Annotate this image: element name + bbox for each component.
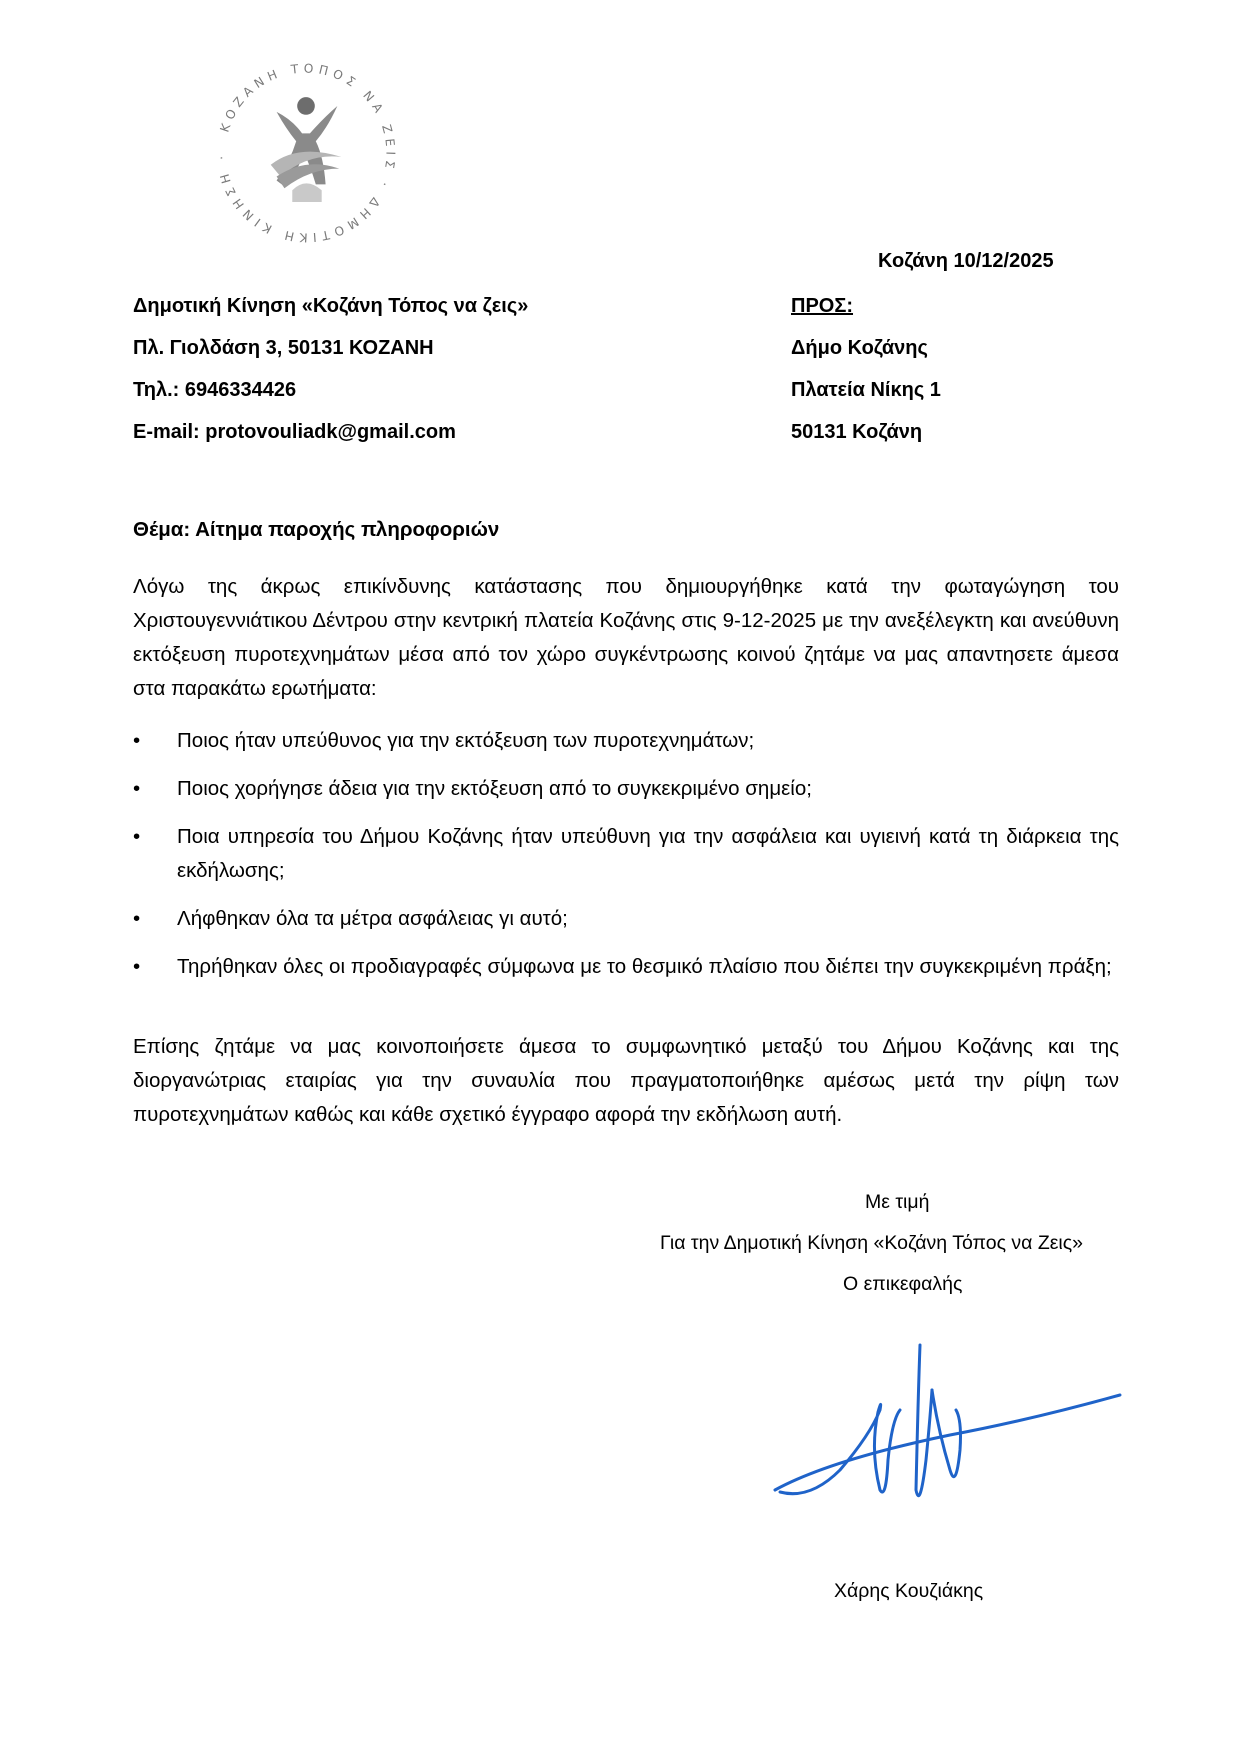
list-item bbox=[133, 902, 1119, 936]
list-item bbox=[133, 772, 1119, 806]
logo-ring-text: ΚΟΖΑΝΗ ΤΟΠΟΣ ΝΑ ΖΕΙΣ · ΔΗΜΟΤΙΚΗ ΚΙΝΗΣΗ · bbox=[214, 61, 398, 245]
bullet-icon: • bbox=[133, 907, 141, 930]
recipient-block bbox=[791, 293, 941, 461]
bullet-icon: • bbox=[133, 825, 141, 848]
salutation: Με τιμή bbox=[865, 1191, 930, 1213]
sender-phone: Τηλ.: 6946334426 bbox=[133, 379, 297, 401]
letter-date: Κοζάνη 10/12/2025 bbox=[878, 250, 1054, 272]
bullet-icon: • bbox=[133, 729, 141, 752]
question-text: Λήφθηκαν όλα τα μέτρα ασφάλειας γι αυτό; bbox=[177, 907, 568, 930]
questions-list bbox=[133, 724, 1119, 998]
recipient-label: ΠΡΟΣ: bbox=[791, 295, 854, 317]
sender-email: E-mail: protovouliadk@gmail.com bbox=[133, 421, 456, 443]
recipient-address: Πλατεία Νίκης 1 bbox=[791, 379, 941, 401]
bullet-icon: • bbox=[133, 955, 141, 978]
signatory-name: Χάρης Κουζιάκης bbox=[834, 1580, 984, 1602]
closing-paragraph: Επίσης ζητάμε να μας κοινοποιήσετε άμεσα το συμφωνητικό μεταξύ του Δήμου Κοζάνης και της διοργανώτριας εταιρίας για την συναυλία που πραγματοποιήθηκε αμέσως μετά την ρίψη των πυροτεχνημάτων καθώς και κάθε σχετικό έγγραφο αφορά την εκδήλωση αυτή. bbox=[133, 1035, 1119, 1126]
letter-subject: Θέμα: Αίτημα παροχής πληροφοριών bbox=[133, 518, 500, 541]
question-text: Ποιος χορήγησε άδεια για την εκτόξευση από το συγκεκριμένο σημείο; bbox=[177, 777, 812, 800]
list-item bbox=[133, 950, 1119, 984]
bullet-icon: • bbox=[133, 777, 141, 800]
on-behalf-line: Για την Δημοτική Κίνηση «Κοζάνη Τόπος να Ζεις» bbox=[660, 1232, 1084, 1254]
recipient-city: 50131 Κοζάνη bbox=[791, 421, 923, 443]
question-text: Ποια υπηρεσία του Δήμου Κοζάνης ήταν υπεύθυνη για την ασφάλεια και υγιεινή κατά τη διάρκεια της εκδήλωσης; bbox=[177, 825, 1119, 882]
handwritten-signature bbox=[770, 1340, 1130, 1540]
question-text: Ποιος ήταν υπεύθυνος για την εκτόξευση των πυροτεχνημάτων; bbox=[177, 729, 755, 752]
sender-name: Δημοτική Κίνηση «Κοζάνη Τόπος να ζεις» bbox=[133, 295, 529, 317]
recipient-name: Δήμο Κοζάνης bbox=[791, 337, 928, 359]
list-item bbox=[133, 820, 1119, 888]
list-item bbox=[133, 724, 1119, 758]
signatory-role: Ο επικεφαλής bbox=[843, 1273, 963, 1295]
leaping-figure-logo-icon bbox=[271, 97, 342, 202]
organization-logo bbox=[208, 55, 404, 251]
sender-block bbox=[133, 293, 528, 461]
question-text: Τηρήθηκαν όλες οι προδιαγραφές σύμφωνα με το θεσμικό πλαίσιο που διέπει την συγκεκριμένη πράξη; bbox=[177, 955, 1112, 978]
sender-address: Πλ. Γιολδάση 3, 50131 ΚΟΖΑΝΗ bbox=[133, 337, 434, 359]
intro-paragraph: Λόγω της άκρως επικίνδυνης κατάστασης που δημιουργήθηκε κατά την φωταγώγηση του Χριστουγεννιάτικου Δέντρου στην κεντρική πλατεία Κοζάνης στις 9-12-2025 με την ανεξέλεγκτη και ανεύθυνη εκτόξευση πυροτεχνημάτων μέσα από τον χώρο συγκέντρωσης κοινού ζητάμε να μας απαντησετε άμεσα στα παρακάτω ερωτήματα: bbox=[133, 575, 1119, 700]
